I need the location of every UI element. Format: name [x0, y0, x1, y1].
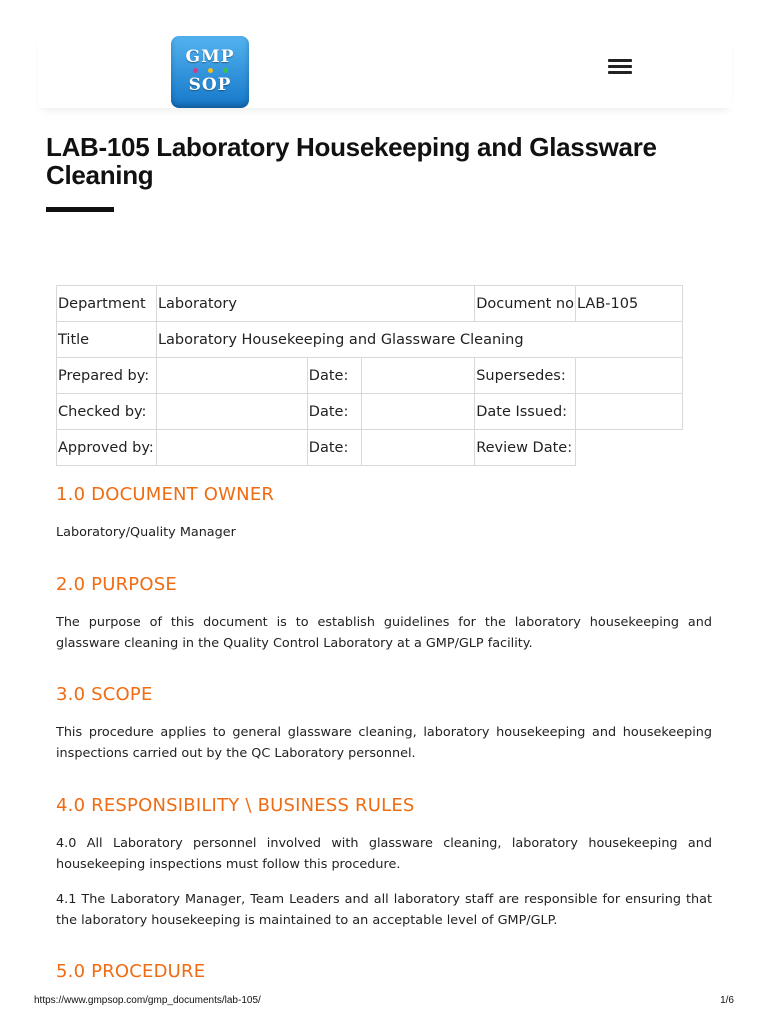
table-row: [57, 322, 683, 358]
date-label: Date:: [307, 430, 361, 466]
checked-by-label: Checked by:: [57, 394, 157, 430]
logo-dots: [171, 68, 249, 73]
date-label: Date:: [307, 394, 361, 430]
date-issued-value: [576, 394, 683, 430]
section-heading-scope: 3.0 SCOPE: [56, 684, 153, 705]
approved-by-label: Approved by:: [57, 430, 157, 466]
review-date-label: Review Date:: [475, 430, 576, 466]
title-label: Title: [57, 322, 157, 358]
section-heading-document-owner: 1.0 DOCUMENT OWNER: [56, 484, 275, 505]
print-footer: [34, 995, 734, 1006]
site-header: [38, 30, 732, 108]
document-info-table: [56, 285, 683, 466]
supersedes-value: [576, 358, 683, 394]
section-text-responsibility-4-0: 4.0 All Laboratory personnel involved with glassware cleaning, laboratory housekeeping and housekeeping inspections must follow this procedure.: [56, 836, 712, 872]
print-page-number: 1/6: [720, 995, 734, 1006]
section-text-document-owner: Laboratory/Quality Manager: [56, 525, 236, 540]
title-value: Laboratory Housekeeping and Glassware Cleaning: [156, 322, 682, 358]
title-underline: [46, 207, 114, 212]
gmp-sop-logo[interactable]: [171, 36, 249, 108]
approved-by-value: [156, 430, 307, 466]
logo-text-top: GMP: [185, 47, 235, 67]
date-value: [361, 394, 475, 430]
page-title: LAB-105 Laboratory Housekeeping and Glassware Cleaning: [46, 132, 657, 190]
section-text-responsibility-4-1: 4.1 The Laboratory Manager, Team Leaders and all laboratory staff are responsible for ensuring that the laboratory housekeeping is maintained to an acceptable level of GMP/GLP.: [56, 892, 712, 928]
print-url[interactable]: https://www.gmpsop.com/gmp_documents/lab-105/: [34, 995, 261, 1006]
department-label: Department: [57, 286, 157, 322]
section-heading-procedure: 5.0 PROCEDURE: [56, 961, 206, 982]
date-label: Date:: [307, 358, 361, 394]
logo-text-bottom: SOP: [188, 75, 232, 95]
checked-by-value: [156, 394, 307, 430]
prepared-by-label: Prepared by:: [57, 358, 157, 394]
section-text-purpose: The purpose of this document is to establish guidelines for the laboratory housekeeping and glassware cleaning in the Quality Control Laboratory at a GMP/GLP facility.: [56, 615, 712, 651]
table-row: [57, 394, 683, 430]
section-heading-responsibility: 4.0 RESPONSIBILITY \ BUSINESS RULES: [56, 795, 415, 816]
table-row: [57, 430, 683, 466]
department-value: Laboratory: [156, 286, 474, 322]
date-value: [361, 430, 475, 466]
table-row: [57, 358, 683, 394]
date-issued-label: Date Issued:: [475, 394, 576, 430]
prepared-by-value: [156, 358, 307, 394]
document-no-value: LAB-105: [576, 286, 683, 322]
date-value: [361, 358, 475, 394]
section-text-scope: This procedure applies to general glassware cleaning, laboratory housekeeping and housekeeping inspections carried out by the QC Laboratory personnel.: [56, 725, 712, 761]
section-heading-purpose: 2.0 PURPOSE: [56, 574, 177, 595]
supersedes-label: Supersedes:: [475, 358, 576, 394]
hamburger-menu-icon[interactable]: [608, 59, 632, 77]
table-row: [57, 286, 683, 322]
document-no-label: Document no: [475, 286, 576, 322]
